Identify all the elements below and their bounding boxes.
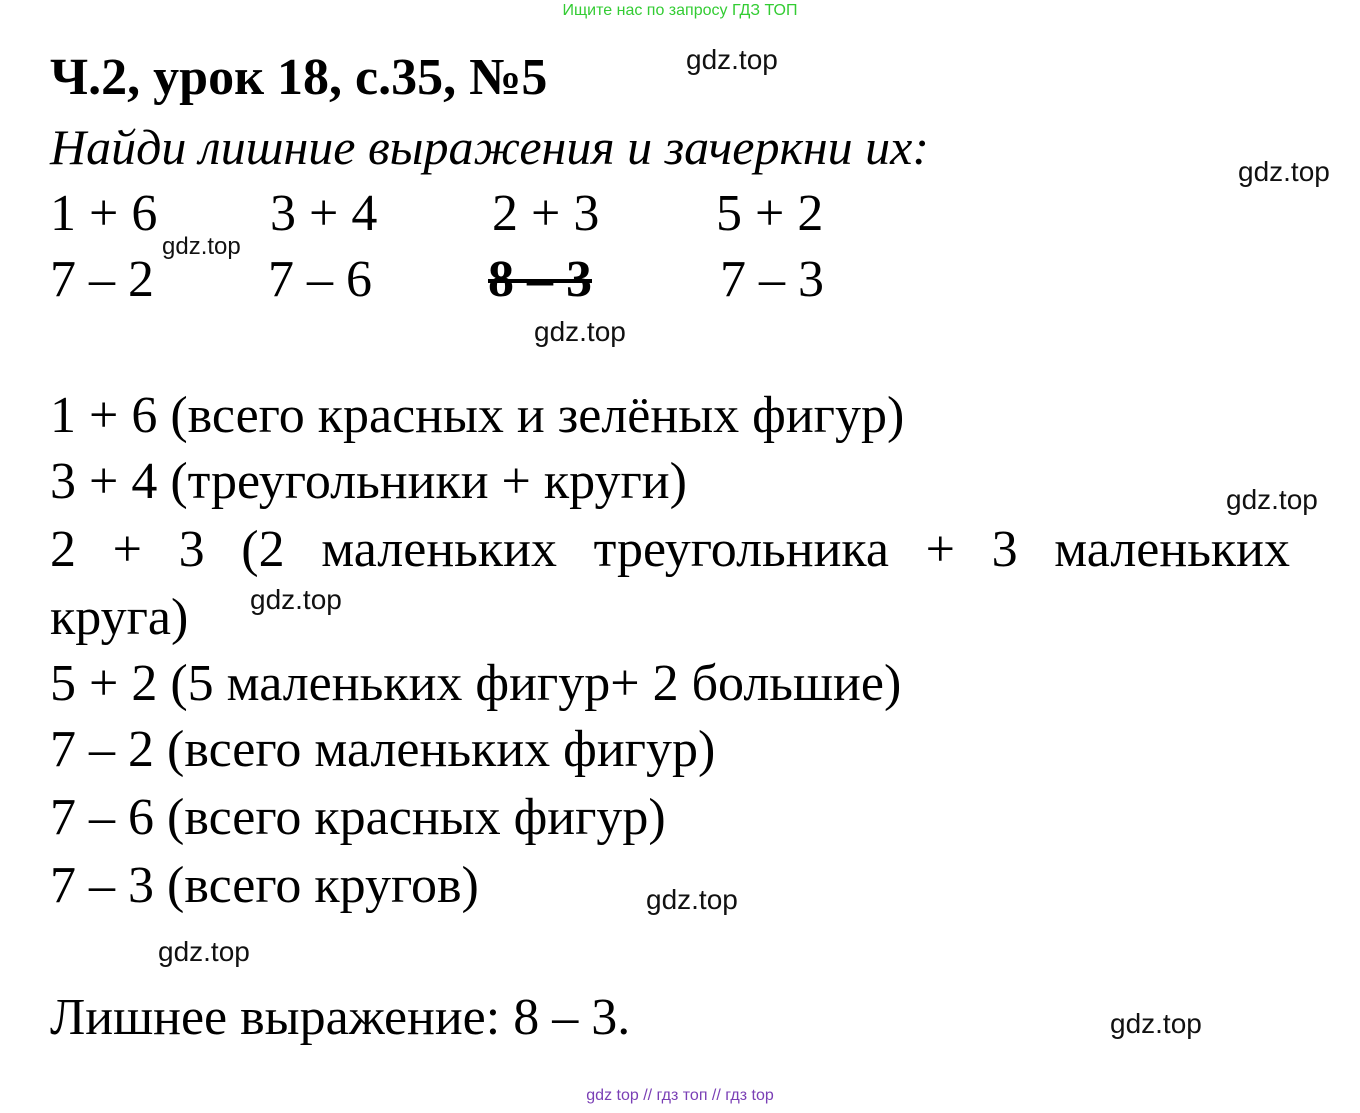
answer-line: 3 + 4 (треугольники + круги) bbox=[50, 453, 687, 510]
watermark: gdz.top bbox=[162, 233, 241, 260]
answer-line: 7 – 6 (всего красных фигур) bbox=[50, 789, 666, 846]
watermark: gdz.top bbox=[250, 584, 342, 615]
expression: 7 – 6 bbox=[268, 251, 372, 308]
expression: 3 + 4 bbox=[270, 185, 378, 242]
footer-links[interactable]: gdz top // гдз топ // гдз top bbox=[586, 1087, 774, 1104]
watermark: gdz.top bbox=[646, 884, 738, 915]
crossed-out-expression: 8 – 3 bbox=[488, 251, 592, 308]
watermark: gdz.top bbox=[1238, 156, 1330, 187]
conclusion: Лишнее выражение: 8 – 3. bbox=[50, 989, 631, 1046]
watermark: gdz.top bbox=[1110, 1008, 1202, 1039]
answer-line: 7 – 3 (всего кругов) bbox=[50, 857, 479, 914]
watermark: gdz.top bbox=[686, 44, 778, 75]
expression: 5 + 2 bbox=[716, 185, 824, 242]
expression: 7 – 3 bbox=[720, 251, 824, 308]
answer-line: 5 + 2 (5 маленьких фигур+ 2 большие) bbox=[50, 655, 902, 712]
answer-line: 2 + 3 (2 маленьких треугольника + 3 маленьких bbox=[50, 521, 1290, 578]
expression: 1 + 6 bbox=[50, 185, 158, 242]
answer-line: 7 – 2 (всего маленьких фигур) bbox=[50, 721, 716, 778]
page-title: Ч.2, урок 18, с.35, №5 bbox=[50, 49, 548, 106]
watermark: gdz.top bbox=[1226, 484, 1318, 515]
watermark: gdz.top bbox=[158, 936, 250, 967]
answer-line: 1 + 6 (всего красных и зелёных фигур) bbox=[50, 387, 905, 444]
expression: 2 + 3 bbox=[492, 185, 600, 242]
expression: 7 – 2 bbox=[50, 251, 154, 308]
top-banner[interactable]: Ищите нас по запросу ГДЗ ТОП bbox=[562, 2, 798, 19]
watermark: gdz.top bbox=[534, 316, 626, 347]
answer-line: круга) bbox=[50, 589, 189, 646]
task-statement: Найди лишние выражения и зачеркни их: bbox=[50, 119, 930, 175]
